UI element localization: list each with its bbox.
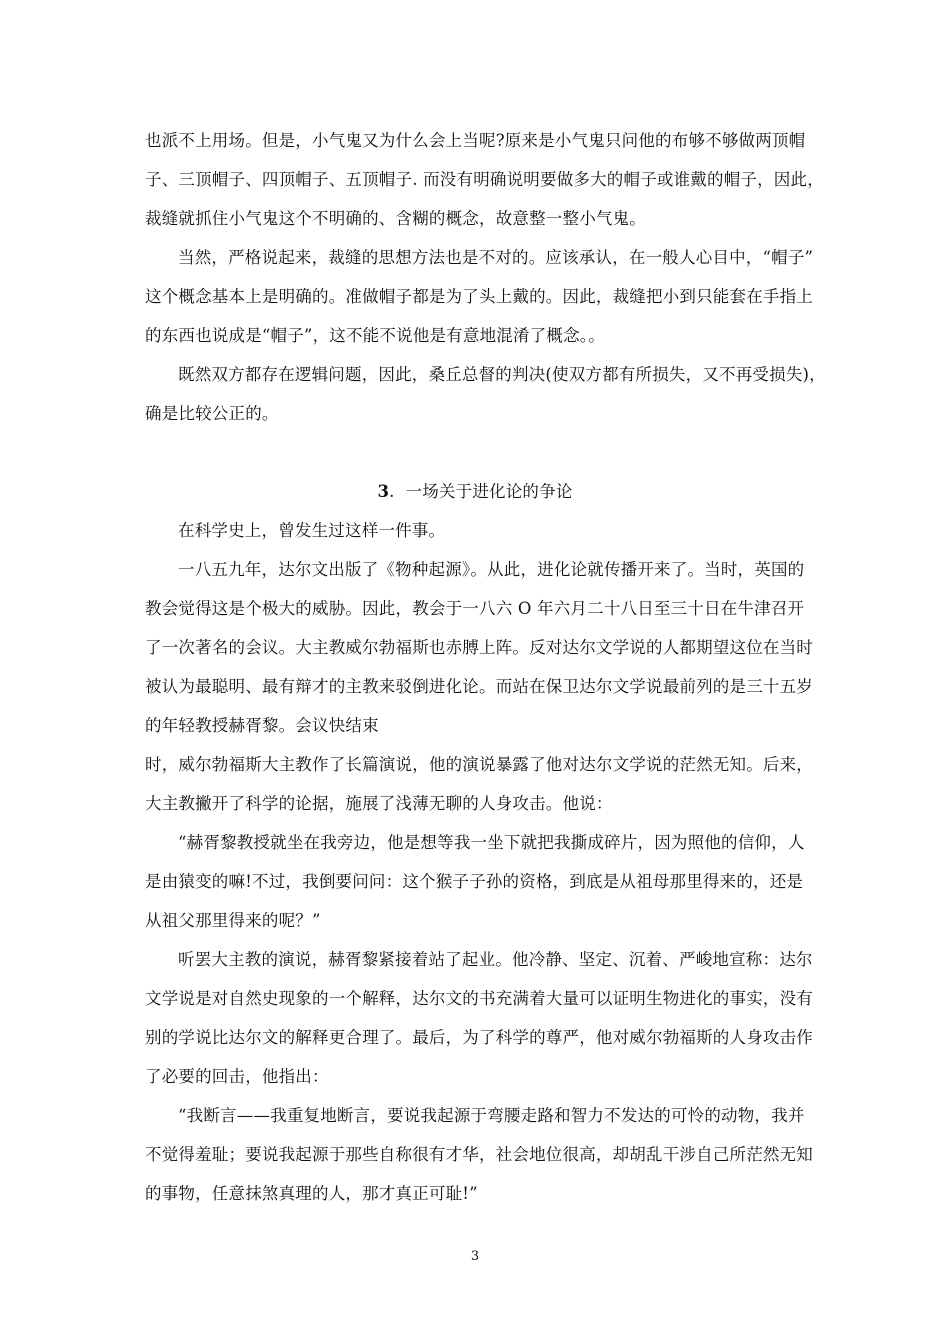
text-line: 也派不上用场。但是，小气鬼又为什么会上当呢?原来是小气鬼只问他的布够不够做两顶帽 [145, 131, 806, 150]
text-line: 当然，严格说起来，裁缝的思想方法也是不对的。应该承认，在一般人心目中，“帽子” [178, 248, 814, 267]
text-line: 了必要的回击，他指出： [145, 1067, 329, 1086]
text-line: 时，威尔勃福斯大主教作了长篇演说，他的演说暴露了他对达尔文学说的茫然无知。后来， [145, 755, 813, 774]
text-line: 一八五九年，达尔文出版了《物种起源》。从此，进化论就传播开来了。当时，英国的 [178, 560, 805, 579]
section-number: 3 [377, 482, 390, 501]
text-line: 的东西也说成是“帽子”，这不能不说他是有意地混淆了概念。。 [145, 326, 605, 345]
text-line: 这个概念基本上是明确的。准做帽子都是为了头上戴的。因此，裁缝把小到只能套在手指上 [145, 287, 813, 306]
text-line: 的年轻教授赫胥黎。会议快结束 [145, 716, 379, 735]
text-line: 别的学说比达尔文的解释更合理了。最后，为了科学的尊严，他对威尔勃福斯的人身攻击作 [145, 1028, 813, 1047]
section-heading [0, 482, 950, 502]
text-line: 既然双方都存在逻辑问题，因此，桑丘总督的判决(使双方都有所损失，又不再受损失)， [178, 365, 826, 384]
text-line: 是由猿变的嘛!不过，我倒要问问：这个猴子子孙的资格，到底是从祖母那里得来的，还是 [145, 872, 804, 891]
text-line: 文学说是对自然史现象的一个解释，达尔文的书充满着大量可以证明生物进化的事实，没有 [145, 989, 813, 1008]
text-line: 了一次著名的会议。大主教威尔勃福斯也赤膊上阵。反对达尔文学说的人都期望这位在当时 [145, 638, 813, 657]
text-line: 裁缝就抓住小气鬼这个不明确的、含糊的概念，故意整一整小气鬼。 [145, 209, 646, 228]
text-line: 从祖父那里得来的呢？” [145, 911, 321, 930]
text-line: 的事物，任意抹煞真理的人，那才真正可耻!” [145, 1184, 478, 1203]
text-line: 不觉得羞耻；要说我起源于那些自称很有才华，社会地位很高，却胡乱干涉自己所茫然无知 [145, 1145, 813, 1164]
text-line: 在科学史上，曾发生过这样一件事。 [178, 521, 446, 540]
page-number: 3 [470, 1249, 480, 1264]
section-title: 一场关于进化论的争论 [405, 482, 573, 501]
text-line: 大主教撇开了科学的论据，施展了浅薄无聊的人身攻击。他说： [145, 794, 613, 813]
section-separator: . [389, 482, 406, 501]
text-line: 被认为最聪明、最有辩才的主教来驳倒进化论。而站在保卫达尔文学说最前列的是三十五岁 [145, 677, 813, 696]
text-line: 子、三顶帽子、四顶帽子、五顶帽子. 而没有明确说明要做多大的帽子或谁戴的帽子，因此， [145, 170, 824, 189]
text-line: 教会觉得这是个极大的威胁。因此，教会于一八六 O 年六月二十八日至三十日在牛津召开 [145, 599, 805, 618]
text-line: 确是比较公正的。 [145, 404, 279, 423]
text-line: “我断言——我重复地断言，要说我起源于弯腰走路和智力不发达的可怜的动物，我并 [178, 1106, 805, 1125]
text-line: “赫胥黎教授就坐在我旁边，他是想等我一坐下就把我撕成碎片，因为照他的信仰，人 [178, 833, 805, 852]
text-line: 听罢大主教的演说，赫胥黎紧接着站了起业。他冷静、坚定、沉着、严峻地宣称：达尔 [178, 950, 813, 969]
